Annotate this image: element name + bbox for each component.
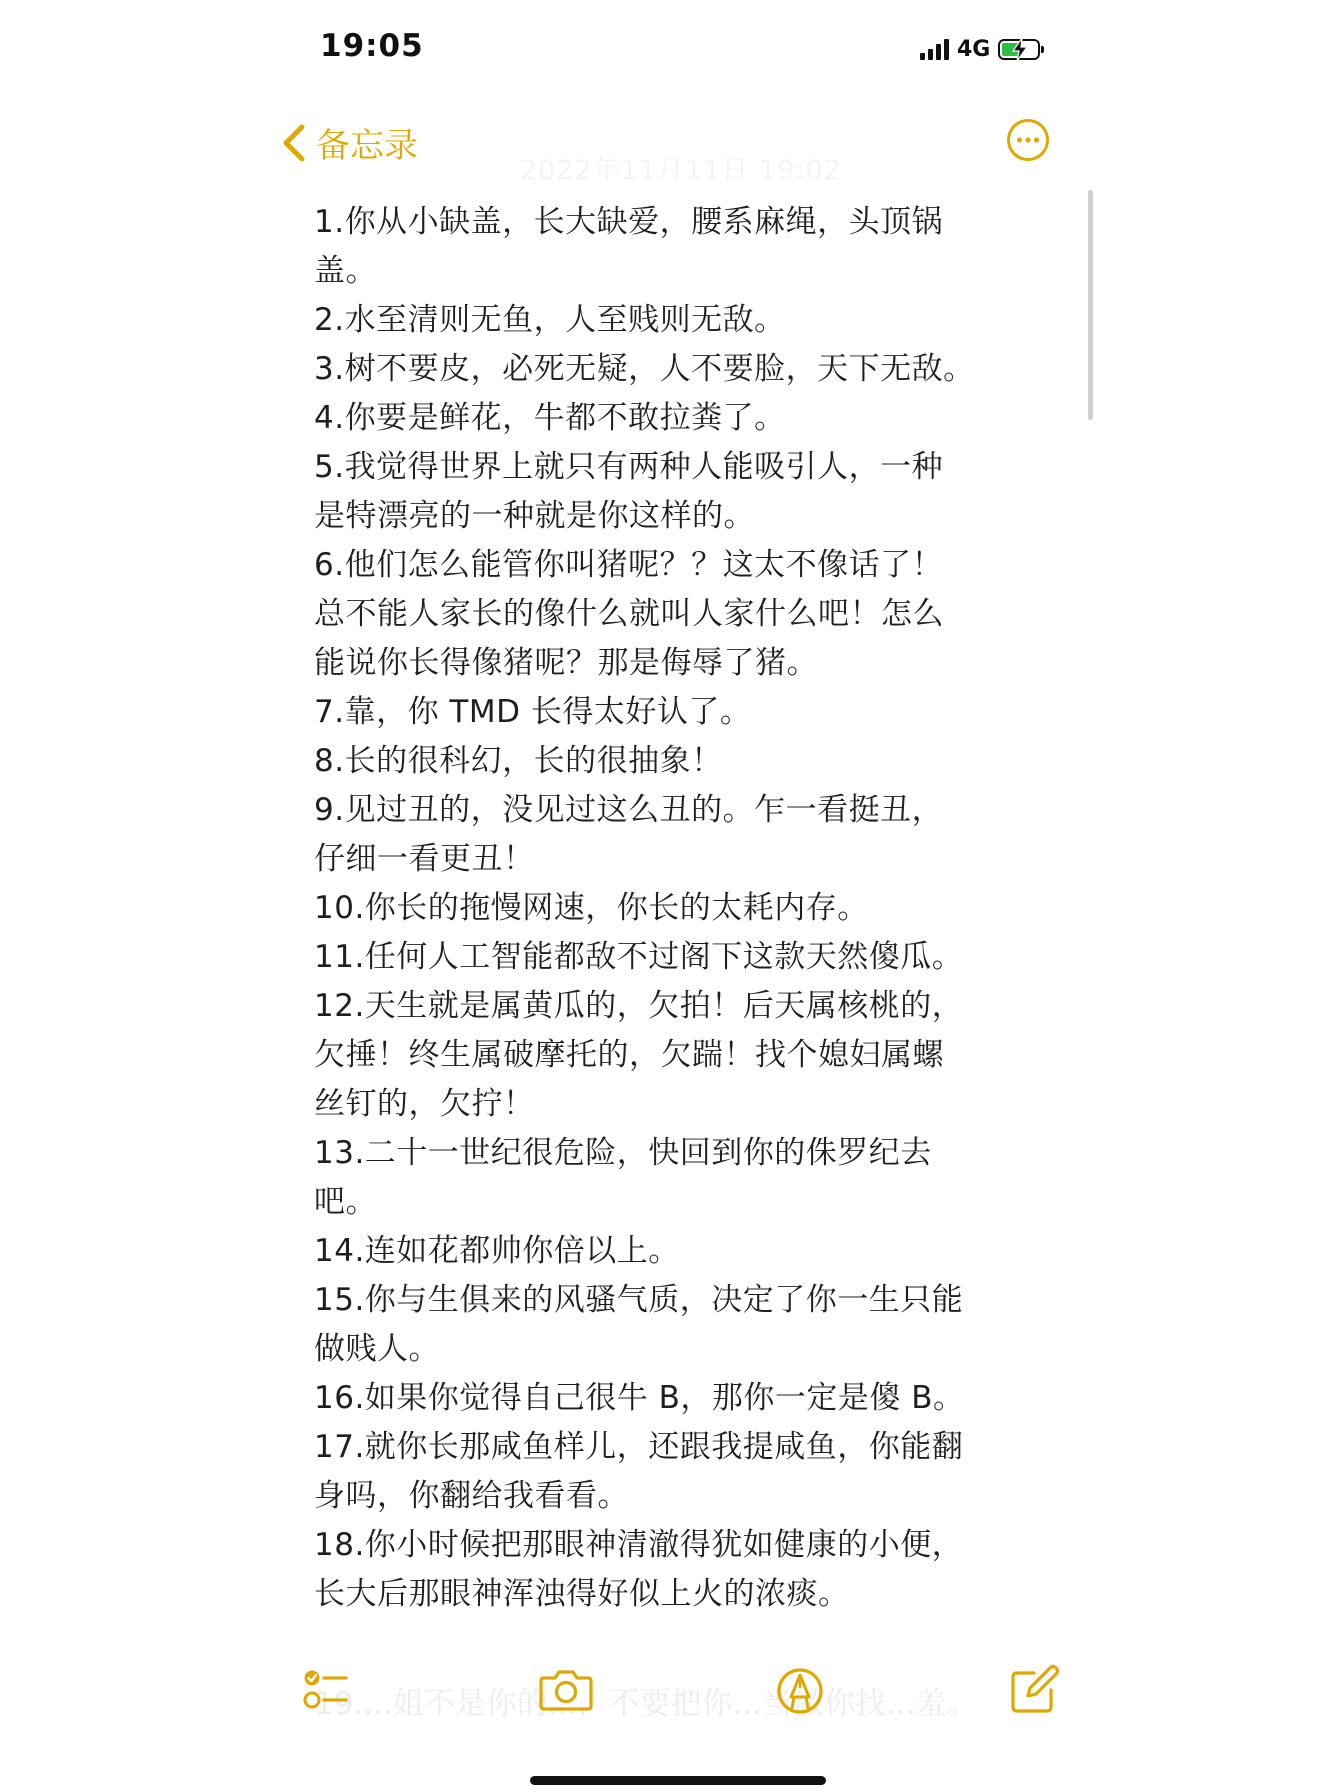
note-line: 13.二十一世纪很危险，快回到你的侏罗纪去 xyxy=(314,1135,932,1171)
note-line: 丝钉的，欠拧！ xyxy=(314,1086,535,1122)
back-button[interactable] xyxy=(280,118,418,167)
note-line: 9.见过丑的，没见过这么丑的。乍一看挺丑， xyxy=(314,792,944,828)
note-line: 3.树不要皮，必死无疑，人不要脸，天下无敌。 xyxy=(314,351,975,387)
home-indicator[interactable] xyxy=(530,1776,826,1785)
compose-icon xyxy=(1004,1660,1064,1720)
more-button[interactable] xyxy=(1006,118,1050,162)
note-line: 14.连如花都帅你倍以上。 xyxy=(314,1233,680,1269)
note-line: 盖。 xyxy=(314,253,377,289)
markup-button[interactable] xyxy=(770,1660,830,1720)
note-line: 1.你从小缺盖，长大缺爱，腰系麻绳，头顶锅 xyxy=(314,204,944,240)
note-line: 16.如果你觉得自己很牛 B，那你一定是傻 B。 xyxy=(314,1380,965,1416)
note-line: 仔细一看更丑！ xyxy=(314,841,535,877)
scroll-indicator[interactable] xyxy=(1088,190,1093,420)
note-line: 15.你与生俱来的风骚气质，决定了你一生只能 xyxy=(314,1282,964,1318)
ellipsis-circle-icon xyxy=(1006,118,1050,162)
faded-note-tail: 19....姐不是你的...，不要把你...当做你找...羞。 xyxy=(314,1686,978,1722)
compose-button[interactable] xyxy=(1004,1660,1064,1720)
status-time: 19:05 xyxy=(320,28,424,64)
battery-icon xyxy=(998,39,1040,60)
note-line: 总不能人家长的像什么就叫人家什么吧！怎么 xyxy=(314,596,944,632)
signal-icon xyxy=(920,38,949,60)
note-body[interactable] xyxy=(314,198,1034,1619)
note-line: 7.靠，你 TMD 长得太好认了。 xyxy=(314,694,752,730)
note-line: 身吗，你翻给我看看。 xyxy=(314,1478,629,1514)
camera-icon xyxy=(536,1660,596,1720)
network-type: 4G xyxy=(957,36,991,62)
note-line: 4.你要是鲜花，牛都不敢拉粪了。 xyxy=(314,400,786,436)
back-label: 备忘录 xyxy=(316,126,418,166)
note-line: 能说你长得像猪呢？那是侮辱了猪。 xyxy=(314,645,818,681)
checklist-icon xyxy=(296,1660,356,1720)
note-line: 12.天生就是属黄瓜的，欠拍！后天属核桃的， xyxy=(314,988,964,1024)
status-indicators xyxy=(920,34,1040,64)
markup-pen-icon xyxy=(770,1660,830,1720)
chevron-left-icon xyxy=(280,123,310,163)
note-line: 吧。 xyxy=(314,1184,377,1220)
camera-button[interactable] xyxy=(536,1660,596,1720)
note-line: 10.你长的拖慢网速，你长的太耗内存。 xyxy=(314,890,869,926)
note-line: 长大后那眼神浑浊得好似上火的浓痰。 xyxy=(314,1576,850,1612)
note-line: 6.他们怎么能管你叫猪呢？？这太不像话了！ xyxy=(314,547,944,583)
note-line: 5.我觉得世界上就只有两种人能吸引人，一种 xyxy=(314,449,944,485)
note-line: 17.就你长那咸鱼样儿，还跟我提咸鱼，你能翻 xyxy=(314,1429,964,1465)
note-line: 8.长的很科幻，长的很抽象！ xyxy=(314,743,723,779)
note-date: 2022年11月11日 19:02 xyxy=(520,155,842,186)
note-line: 是特漂亮的一种就是你这样的。 xyxy=(314,498,755,534)
bottom-toolbar xyxy=(0,1660,1344,1730)
note-line: 做贱人。 xyxy=(314,1331,440,1367)
checklist-button[interactable] xyxy=(296,1660,356,1720)
note-line: 欠捶！终生属破摩托的，欠踹！找个媳妇属螺 xyxy=(314,1037,944,1073)
charging-bolt-icon xyxy=(1011,38,1029,61)
note-line: 2.水至清则无鱼，人至贱则无敌。 xyxy=(314,302,786,338)
note-line: 11.任何人工智能都敌不过阁下这款天然傻瓜。 xyxy=(314,939,964,975)
note-line: 18.你小时候把那眼神清澈得犹如健康的小便， xyxy=(314,1527,964,1563)
